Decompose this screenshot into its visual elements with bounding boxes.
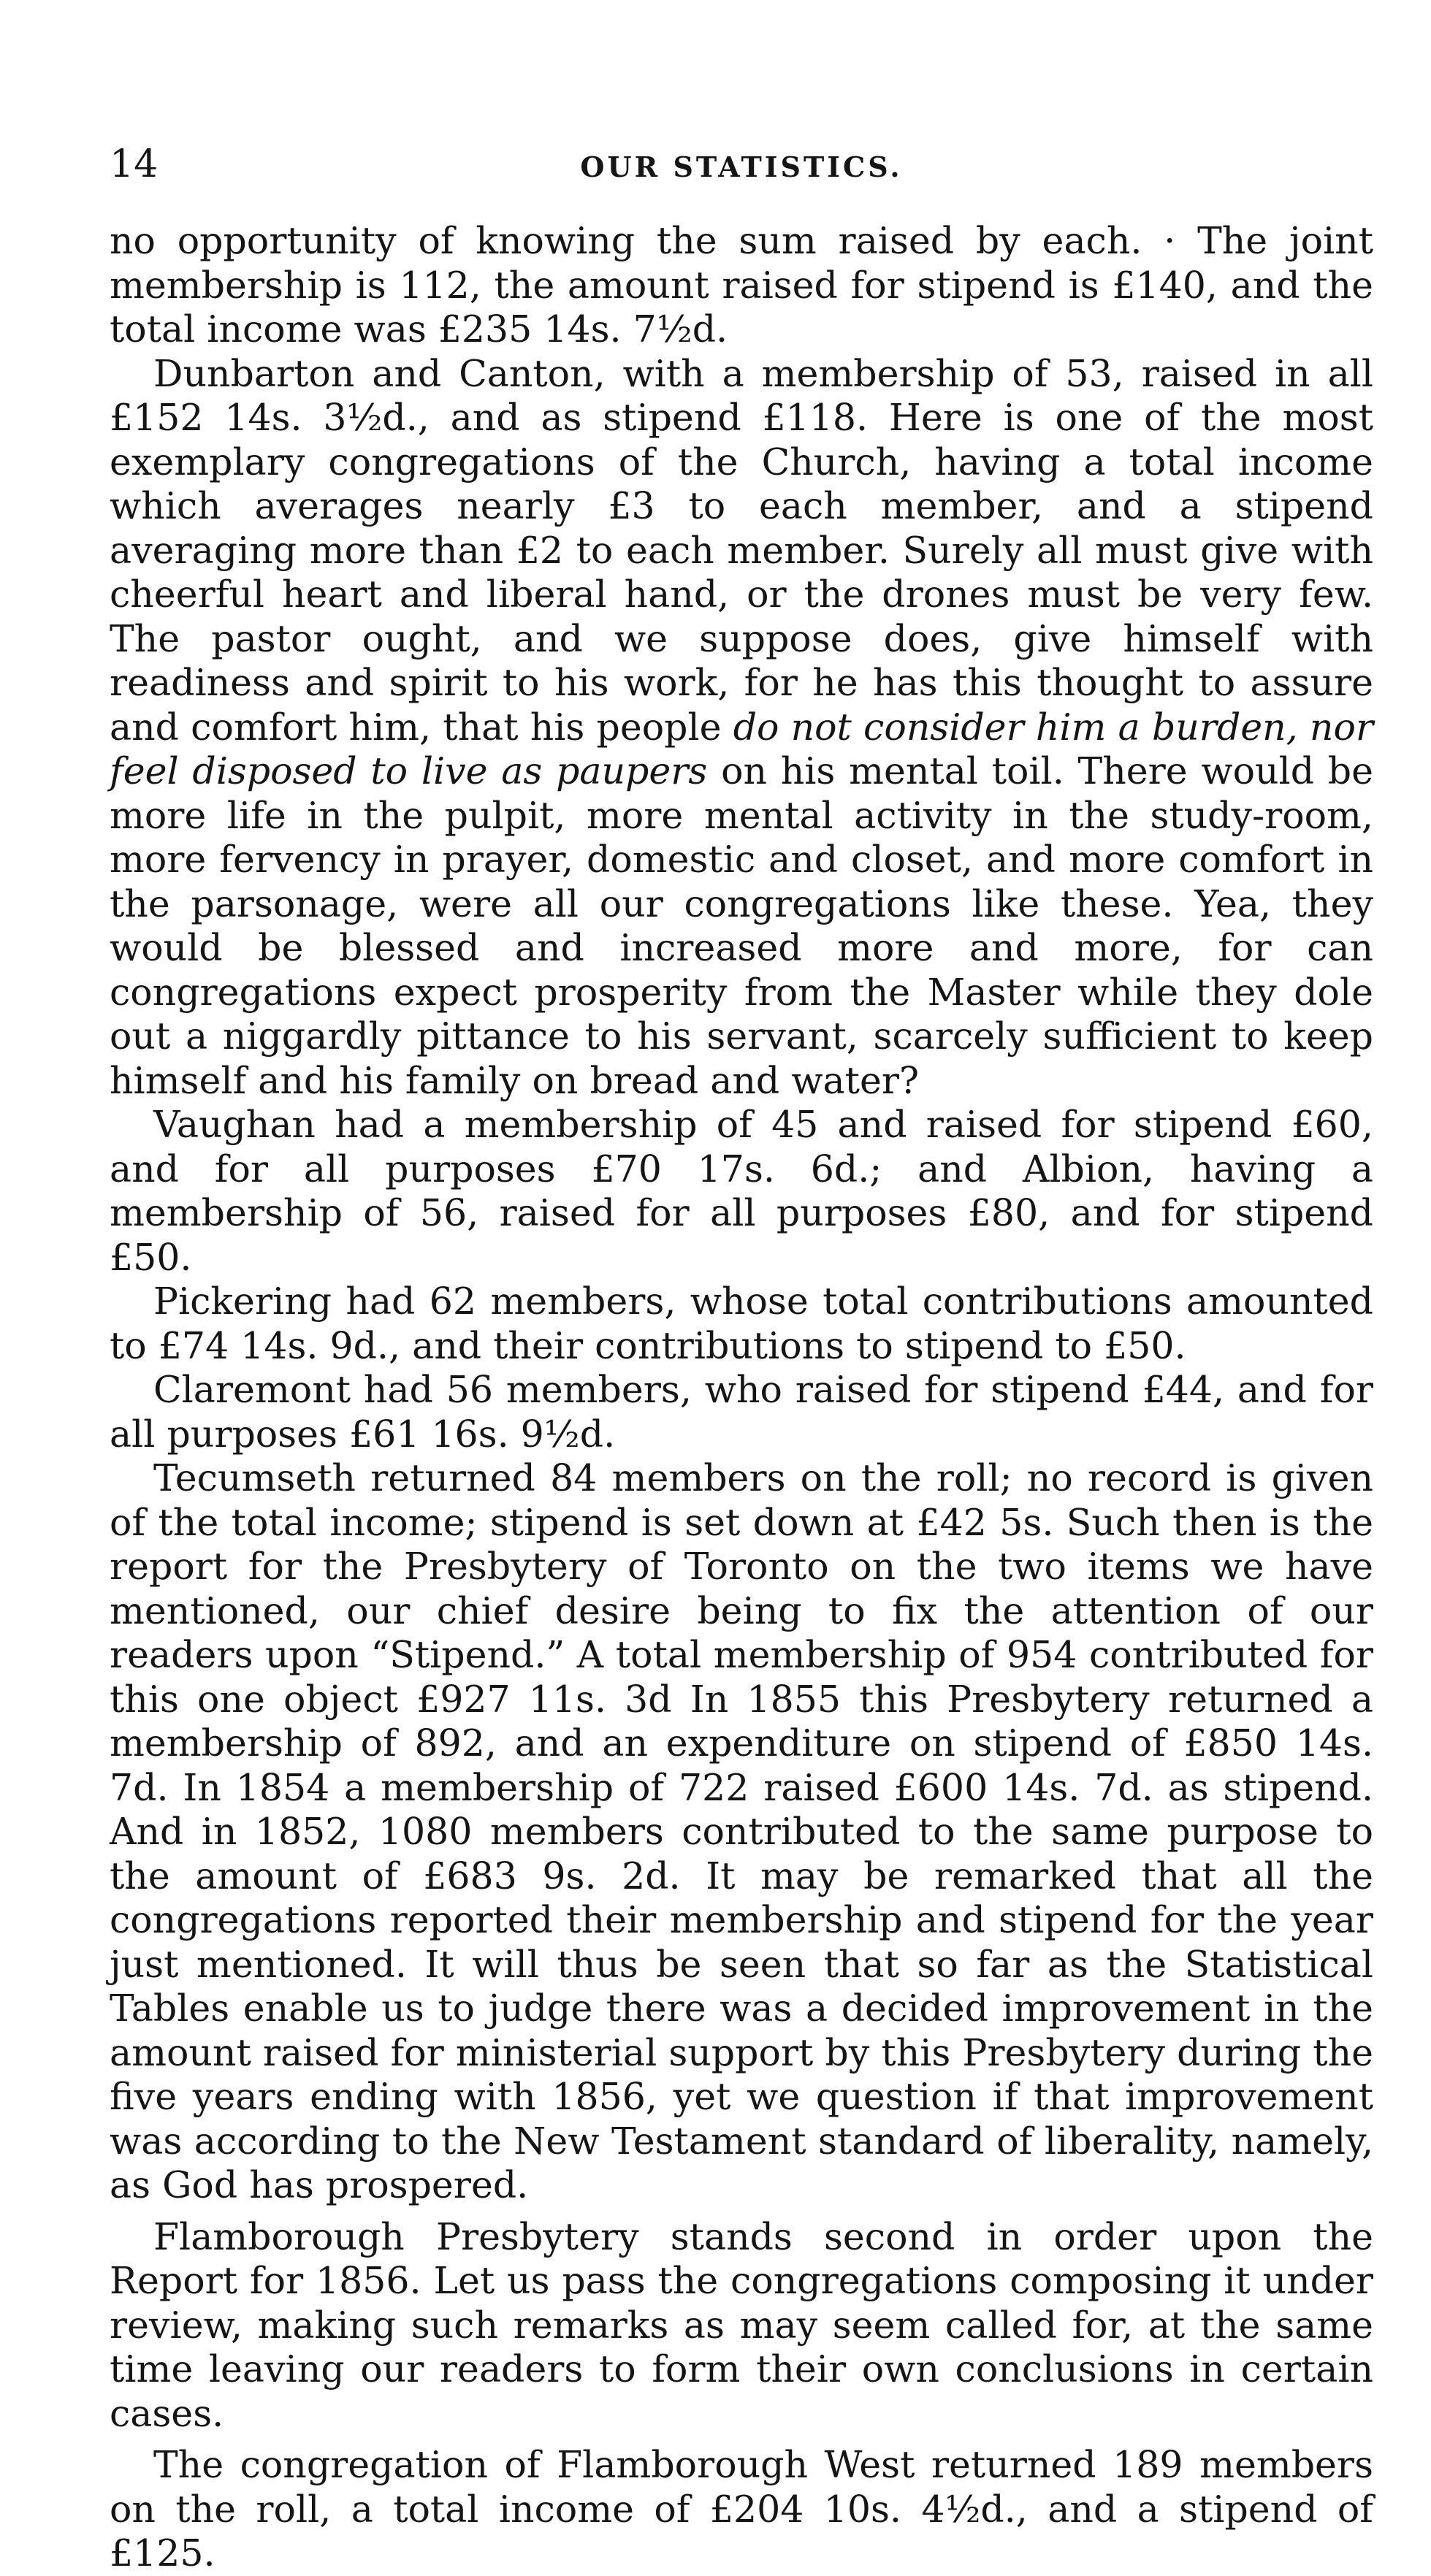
page-number: 14 [110, 142, 159, 186]
paragraph-dunbarton [110, 352, 1373, 1104]
body-text [110, 219, 1373, 2576]
paragraph-continuation: no opportunity of knowing the sum raised by each. · The joint membership is 112, the amount raised for stipend is £140, and the total income was £235 14s. 7½d. [110, 219, 1373, 351]
paragraph-dunbarton-text: Dunbarton and Canton, with a membership of 53, raised in all £152 14s. 3½d., and as stipend £118. Here is one of the most exemplary congregations of the Church, having a total income which averages nearly £3 to each member, and a stipend averaging more than £2 to each member. Surely all must give with cheerful heart and liberal hand, or the drones must be very few. The pastor ought, and we suppose does, give himself with readiness and spirit to his work, for he has this thought to assure and comfort him, that his people [110, 351, 1373, 749]
paragraph-tecumseth: Tecumseth returned 84 members on the roll; no record is given of the total income; stipend is set down at £42 5s. Such then is the report for the Presbytery of Toronto on the two items we have mentioned, our chief desire being to fix the attention of our readers upon “Stipend.” A total membership of 954 contributed for this one object £927 11s. 3d In 1855 this Presbytery returned a membership of 892, and an expenditure on stipend of £850 14s. 7d. In 1854 a membership of 722 raised £600 14s. 7d. as stipend. And in 1852, 1080 members contributed to the same purpose to the amount of £683 9s. 2d. It may be remarked that all the congregations reported their membership and stipend for the year just mentioned. It will thus be seen that so far as the Statistical Tables enable us to judge there was a decided improvement in the amount raised for ministerial support by this Presbytery during the five years ending with 1856, yet we question if that improvement was according to the New Testament standard of liberality, namely, as God has prospered. [110, 1456, 1373, 2206]
paragraph-flamborough-west: The congregation of Flamborough West returned 189 members on the roll, a total income of £204 10s. 4½d., and a stipend of £125. [110, 2443, 1373, 2575]
running-title: OUR STATISTICS. [580, 150, 903, 183]
paragraph-flamborough-presbytery: Flamborough Presbytery stands second in order upon the Report for 1856. Let us pass the congregations composing it under review, making such remarks as may seem called for, at the same time leaving our readers to form their own conclusions in certain cases. [110, 2214, 1373, 2435]
paragraph-claremont: Claremont had 56 members, who raised for stipend £44, and for all purposes £61 16s. 9½d. [110, 1368, 1373, 1456]
paragraph-vaughan: Vaughan had a membership of 45 and raised for stipend £60, and for all purposes £70 17s. 6d.; and Albion, having a membership of 56, raised for all purposes £80, and for stipend £50. [110, 1103, 1373, 1279]
paragraph-pickering: Pickering had 62 members, whose total contributions amounted to £74 14s. 9d., and their contributions to stipend to £50. [110, 1280, 1373, 1367]
running-head [110, 139, 1373, 190]
paragraph-dunbarton-italic: do not consider him a burden, nor feel disposed to live as paupers [110, 705, 1374, 792]
paragraph-dunbarton-text-after: on his mental toil. There would be more life in the pulpit, more mental activity in the study-room, more fervency in prayer, domestic and closet, and more comfort in the parsonage, were all our congregations like these. Yea, they would be blessed and increased more and more, for can congregations expect prosperity from the Master while they dole out a niggardly pittance to his servant, scarcely sufficient to keep himself and his family on bread and water? [110, 749, 1373, 1102]
